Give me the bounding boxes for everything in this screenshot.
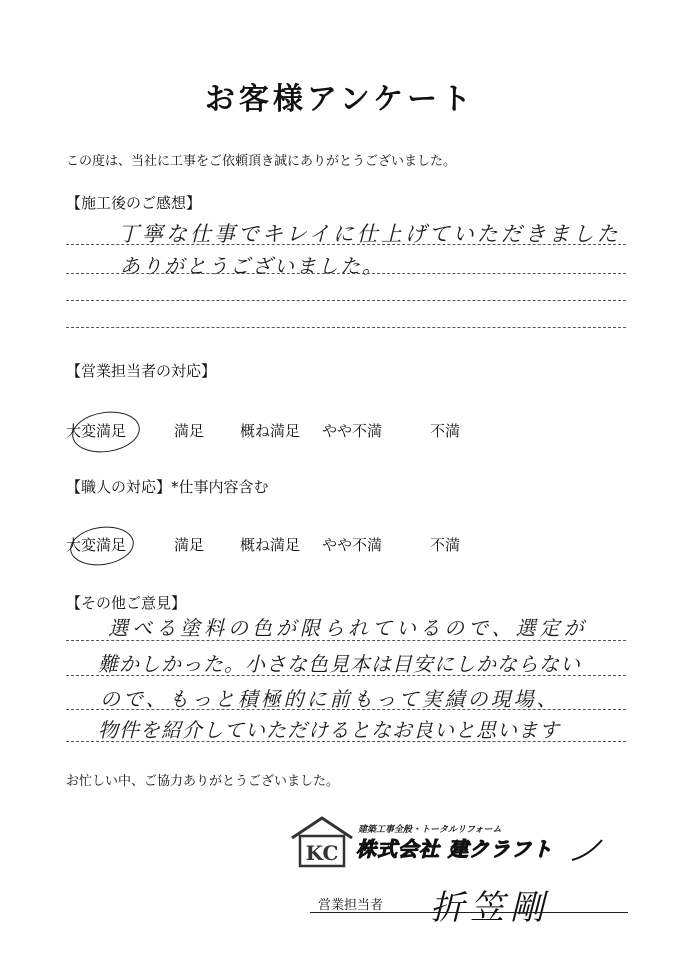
sales-rating-options [66, 420, 486, 444]
rating-option-very-satisfied: 大変満足 [66, 422, 127, 440]
answer-rule [66, 741, 626, 742]
sales-heading: 【営業担当者の対応】 [66, 362, 217, 380]
company-tagline: 建築工事全般・トータルリフォーム [358, 825, 502, 835]
other-line-3: ので、もっと積極的に前もって実績の現場、 [100, 687, 560, 711]
company-name: 株式会社 建クラフト [356, 837, 553, 861]
rating-option-satisfied: 満足 [174, 422, 205, 440]
answer-rule [66, 640, 626, 641]
closing-text: お忙しい中、ご協力ありがとうございました。 [66, 774, 340, 789]
other-line-2: 難かしかった。小さな色見本は目安にしかならない [98, 652, 581, 676]
answer-rule [66, 709, 626, 710]
rating-option-mostly-satisfied: 概ね満足 [240, 422, 301, 440]
other-heading: 【その他ご意見】 [66, 594, 187, 612]
rating-option-mostly-satisfied: 概ね満足 [240, 536, 301, 554]
rating-option-dissatisfied: 不満 [430, 422, 461, 440]
other-line-1: 選べる塗料の色が限られているので、選定が [108, 616, 588, 640]
signature-line [310, 912, 628, 913]
answer-rule [66, 675, 626, 676]
house-logo-icon [288, 812, 608, 870]
craftsman-rating-options [66, 534, 486, 558]
answer-rule [66, 244, 626, 245]
answer-rule [66, 327, 626, 328]
craftsman-heading: 【職人の対応】*仕事内容含む [66, 478, 269, 496]
logo-initials: KC [305, 841, 339, 865]
page-title: お客様アンケート [204, 82, 476, 117]
rating-option-satisfied: 満足 [174, 536, 205, 554]
staff-name-handwritten: 折笠剛 [430, 888, 550, 928]
impressions-heading: 【施工後のご感想】 [66, 194, 202, 212]
rating-option-dissatisfied: 不満 [430, 536, 461, 554]
other-line-4: 物件を紹介していただけるとなお良いと思います [98, 718, 560, 742]
staff-label: 営業担当者 [318, 898, 384, 913]
impressions-line-1: 丁寧な仕事でキレイに仕上げていただきました [118, 222, 621, 246]
rating-option-somewhat-dissatisfied: やや不満 [322, 422, 383, 440]
intro-text: この度は、当社に工事をご依頼頂き誠にありがとうございました。 [66, 154, 457, 169]
rating-option-somewhat-dissatisfied: やや不満 [322, 536, 383, 554]
company-logo [288, 812, 608, 870]
impressions-line-2: ありがとうございました。 [120, 254, 384, 278]
answer-rule [66, 273, 626, 274]
answer-rule [66, 300, 626, 301]
rating-option-very-satisfied: 大変満足 [66, 536, 127, 554]
